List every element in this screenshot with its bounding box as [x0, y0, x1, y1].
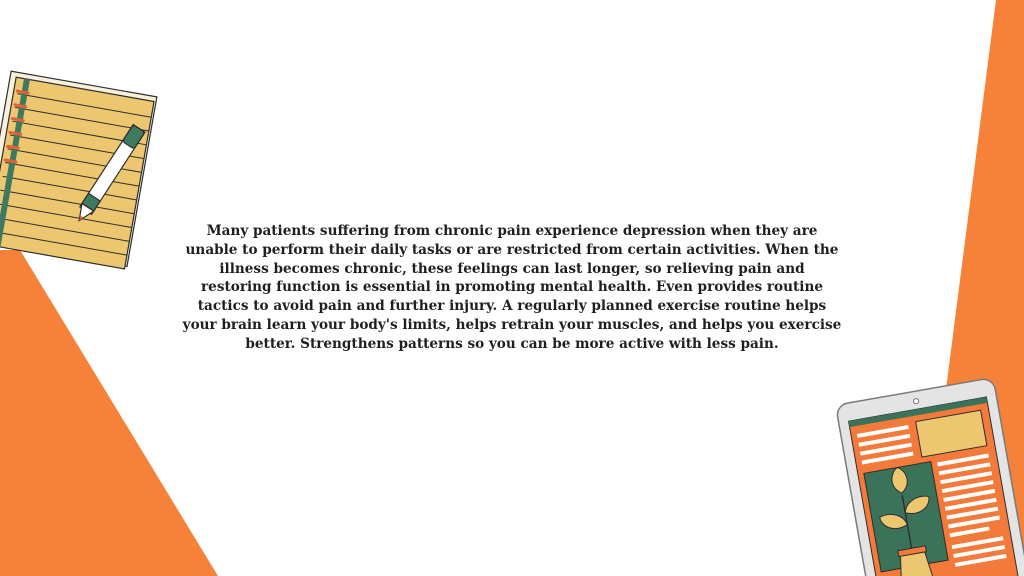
- body-paragraph: Many patients suffering from chronic pain experience depression when they are unable to perform their daily tasks or are restricted from certain activities. When the illness becomes chronic, these feelings can last longer, so relieving pain and restoring function is essential in promoting mental health. Even provides routine tactics to avoid pain and further injury. A regularly planned exercise routine helps your brain learn your body's limits, helps retrain your muscles, and helps you exercise better. Strengthens patterns so you can be more active with less pain.: [182, 223, 842, 352]
- orange-strip-right: [922, 0, 1024, 576]
